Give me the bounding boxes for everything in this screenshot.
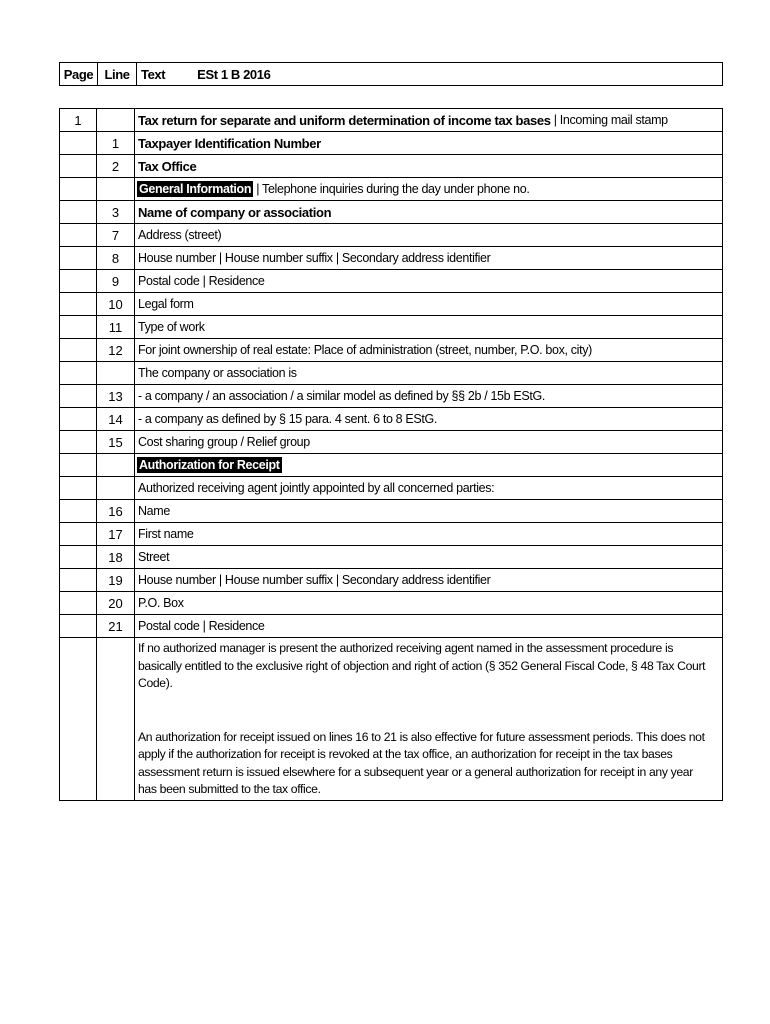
row-text bbox=[135, 201, 722, 223]
table-row bbox=[60, 477, 722, 500]
line-number: 12 bbox=[97, 339, 135, 361]
note-paragraph: If no authorized manager is present the authorized receiving agent named in the assessment procedure is basically entitled to the exclusive right of objection and right of action (§ 352 General Fiscal Code, § 48 Tax Court Code). bbox=[138, 641, 706, 690]
line-number: 9 bbox=[97, 270, 135, 292]
table-row bbox=[60, 201, 722, 224]
table-row bbox=[60, 569, 722, 592]
table-row bbox=[60, 132, 722, 155]
row-text: First name bbox=[138, 527, 194, 541]
table-row bbox=[60, 155, 722, 178]
row-text bbox=[135, 454, 722, 476]
field-label: Taxpayer Identification Number bbox=[138, 135, 321, 151]
row-text: For joint ownership of real estate: Place of administration (street, number, P.O. box, city) bbox=[138, 343, 592, 357]
row-text bbox=[135, 109, 722, 131]
page-number: 1 bbox=[60, 109, 97, 131]
row-text: Type of work bbox=[138, 320, 205, 334]
line-number: 1 bbox=[97, 132, 135, 154]
table-row bbox=[60, 362, 722, 385]
line-number: 15 bbox=[97, 431, 135, 453]
table-row bbox=[60, 615, 722, 638]
header-line: Line bbox=[98, 63, 137, 85]
line-number: 17 bbox=[97, 523, 135, 545]
header-text-label: Text bbox=[141, 66, 166, 82]
row-text: The company or association is bbox=[138, 366, 297, 380]
line-number: 14 bbox=[97, 408, 135, 430]
table-row bbox=[60, 592, 722, 615]
table-row bbox=[60, 385, 722, 408]
table-row bbox=[60, 247, 722, 270]
table-row bbox=[60, 546, 722, 569]
row-text: Postal code | Residence bbox=[138, 274, 265, 288]
content-table bbox=[59, 108, 723, 801]
line-number: 13 bbox=[97, 385, 135, 407]
line-number bbox=[97, 362, 135, 384]
header-page: Page bbox=[60, 63, 98, 85]
line-number: 21 bbox=[97, 615, 135, 637]
row-text: Cost sharing group / Relief group bbox=[138, 435, 310, 449]
table-row bbox=[60, 178, 722, 201]
table-row bbox=[60, 109, 722, 132]
line-number: 11 bbox=[97, 316, 135, 338]
row-text: Address (street) bbox=[138, 228, 222, 242]
note-paragraph: An authorization for receipt issued on lines 16 to 21 is also effective for future assessment periods. This does not apply if the authorization for receipt is revoked at the tax office, an authorization for receipt in the tax bases assessment return is issued elsewhere for a subsequent year or a general authorization for receipt in any year has been submitted to the tax office. bbox=[138, 729, 705, 796]
line-number: 3 bbox=[97, 201, 135, 223]
line-number bbox=[97, 178, 135, 200]
row-text: P.O. Box bbox=[138, 596, 184, 610]
row-text: - a company / an association / a similar model as defined by §§ 2b / 15b EStG. bbox=[138, 389, 545, 403]
line-number bbox=[97, 454, 135, 476]
row-text bbox=[135, 132, 722, 154]
header-row bbox=[59, 62, 723, 86]
table-row bbox=[60, 431, 722, 454]
line-number bbox=[97, 477, 135, 499]
line-number: 20 bbox=[97, 592, 135, 614]
table-row bbox=[60, 316, 722, 339]
table-row bbox=[60, 454, 722, 477]
section-heading: Authorization for Receipt bbox=[139, 458, 280, 472]
form-code: ESt 1 B 2016 bbox=[197, 66, 271, 82]
table-row bbox=[60, 270, 722, 293]
row-text: Legal form bbox=[138, 297, 194, 311]
row-text: Street bbox=[138, 550, 170, 564]
field-label: Name of company or association bbox=[138, 204, 332, 220]
row-text bbox=[135, 155, 722, 177]
section-heading: General Information bbox=[139, 182, 252, 196]
row-text: House number | House number suffix | Secondary address identifier bbox=[138, 251, 491, 265]
row-suffix: | Incoming mail stamp bbox=[550, 113, 668, 127]
table-row bbox=[60, 293, 722, 316]
field-label: Tax Office bbox=[138, 158, 197, 174]
line-number: 7 bbox=[97, 224, 135, 246]
header-text bbox=[137, 63, 722, 85]
row-text: Postal code | Residence bbox=[138, 619, 265, 633]
line-number: 2 bbox=[97, 155, 135, 177]
line-number: 10 bbox=[97, 293, 135, 315]
table-row bbox=[60, 224, 722, 247]
table-row bbox=[60, 408, 722, 431]
row-suffix: | Telephone inquiries during the day under phone no. bbox=[253, 182, 530, 196]
line-number bbox=[97, 109, 135, 131]
line-number: 16 bbox=[97, 500, 135, 522]
line-number: 18 bbox=[97, 546, 135, 568]
row-text bbox=[135, 178, 722, 200]
line-number: 8 bbox=[97, 247, 135, 269]
row-text: - a company as defined by § 15 para. 4 sent. 6 to 8 EStG. bbox=[138, 412, 437, 426]
table-row bbox=[60, 339, 722, 362]
row-text: Authorized receiving agent jointly appointed by all concerned parties: bbox=[138, 481, 495, 495]
notes-text bbox=[135, 638, 722, 799]
form-title: Tax return for separate and uniform determination of income tax bases bbox=[138, 112, 551, 128]
row-text: House number | House number suffix | Secondary address identifier bbox=[138, 573, 491, 587]
table-row bbox=[60, 500, 722, 523]
notes-row bbox=[60, 638, 722, 800]
table-row bbox=[60, 523, 722, 546]
line-number: 19 bbox=[97, 569, 135, 591]
row-text: Name bbox=[138, 504, 170, 518]
